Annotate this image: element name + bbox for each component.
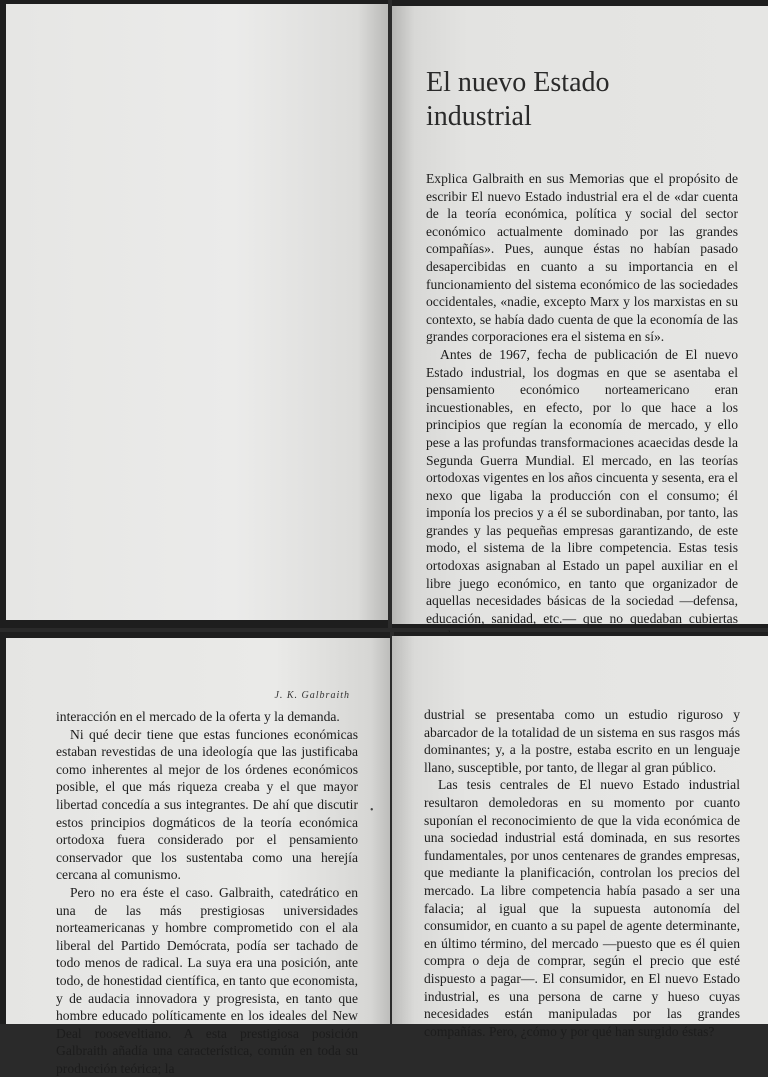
margin-mark: • xyxy=(370,805,374,816)
bottom-book-spread xyxy=(0,632,768,1076)
paragraph: Las tesis centrales de El nuevo Estado industrial resultaron demoledoras en su momento por cuanto suponían el reconocimiento de que la vida económica de una sociedad industrial está dominada, en sus resortes fundamentales, por unos centenares de grandes empresas, que mediante la planificación, controlan los precios del mercado. La libre competencia había pasado a ser una falacia; al igual que la supuesta autonomía del consumidor, en cuanto a su papel de agente determinante, en último término, del mercado —puesto que es él quien compra o deja de comprar, según el precio que esté dispuesto a pagar—. El consumidor, en El nuevo Estado industrial, es una persona de carne y hueso cuyas necesidades están manipuladas por las grandes compañías. Pero, ¿cómo y por qué han surgido éstas? xyxy=(424,777,740,1039)
bottom-left-page xyxy=(6,638,390,1076)
bottom-right-page xyxy=(392,636,768,1039)
bottom-right-body-text xyxy=(424,706,740,1040)
paragraph: interacción en el mercado de la oferta y la demanda. xyxy=(56,709,340,724)
top-right-page xyxy=(392,6,768,624)
chapter-title-line2: industrial xyxy=(426,101,532,132)
paragraph: Explica Galbraith en sus Memorias que el propósito de escribir El nuevo Estado industrial era el de «dar cuenta de la teoría económica, política y social del sector económico actualmente dominado por las grandes compañías». Pues, aunque éstas no habían pasado desapercibidas en cuanto a su importancia en el funcionamiento del sistema económico de las sociedades occidentales, «nadie, excepto Marx y los marxistas en su contexto, se había dado cuenta de que la economía de las grandes corporaciones era el sistema en sí». xyxy=(426,171,738,345)
paragraph: Antes de 1967, fecha de publicación de El nuevo Estado industrial, los dogmas en que se asentaba el pensamiento económico norteamericano eran incuestionables, en efecto, por lo que hace a los principios que regían la economía de mercado, y ello pese a las profundas transformaciones acaecidas desde la Segunda Guerra Mundial. El mercado, en las teorías ortodoxas vigentes en los años cincuenta y sesenta, era el nexo que ligaba la producción con el consumo; él imponía los precios y a él se subordinaban, por tanto, las grandes y las pequeñas empresas garantizando, de este modo, el sistema de la libre competencia. Estas tesis ortodoxas asignaban al Estado un papel auxiliar en el libre juego económico, en tanto que organizador de aquellas necesidades básicas de la sociedad —defensa, educación, sanidad, etc.— que no quedaban cubiertas xyxy=(426,346,738,626)
top-left-blank-page xyxy=(6,4,388,620)
top-right-body-text xyxy=(426,170,738,645)
paragraph: Pero no era éste el caso. Galbraith, catedrático en una de las más prestigiosas universidades norteamericanas y hombre comprometido con el ala liberal del Partido Demócrata, podía ser tachado de todo menos de radical. La suya era una posición, ante todo, de honestidad científica, en tanto que economista, y de audacia innovadora y progresista, en tanto que hombre educado políticamente en los ideales del New Deal rooseveltiano. A esta prestigiosa posición Galbraith añadía una característica, común en toda su producción teórica; la xyxy=(56,884,358,1076)
chapter-title xyxy=(426,66,746,134)
running-head: J. K. Galbraith xyxy=(274,690,350,701)
bottom-left-body-text xyxy=(56,708,358,1077)
paragraph: dustrial se presentaba como un estudio riguroso y abarcador de la totalidad de un sistema en sus rasgos más dominantes; y, a la postre, estaba escrito en un lenguaje llano, susceptible, por tanto, de llegar al gran público. xyxy=(424,707,740,775)
chapter-title-line1: El nuevo Estado xyxy=(426,67,610,98)
paragraph: Ni qué decir tiene que estas funciones económicas estaban revestidas de una ideología que las justificaba como inherentes al mejor de los órdenes económicos posible, el que más riqueza creaba y el que mayor libertad concedía a sus integrantes. De ahí que discutir estos principios dogmáticos de la teoría económica ortodoxa fuera considerado por el pensamiento conservador que los sustentaba como una herejía cercana al comunismo. xyxy=(56,726,358,883)
